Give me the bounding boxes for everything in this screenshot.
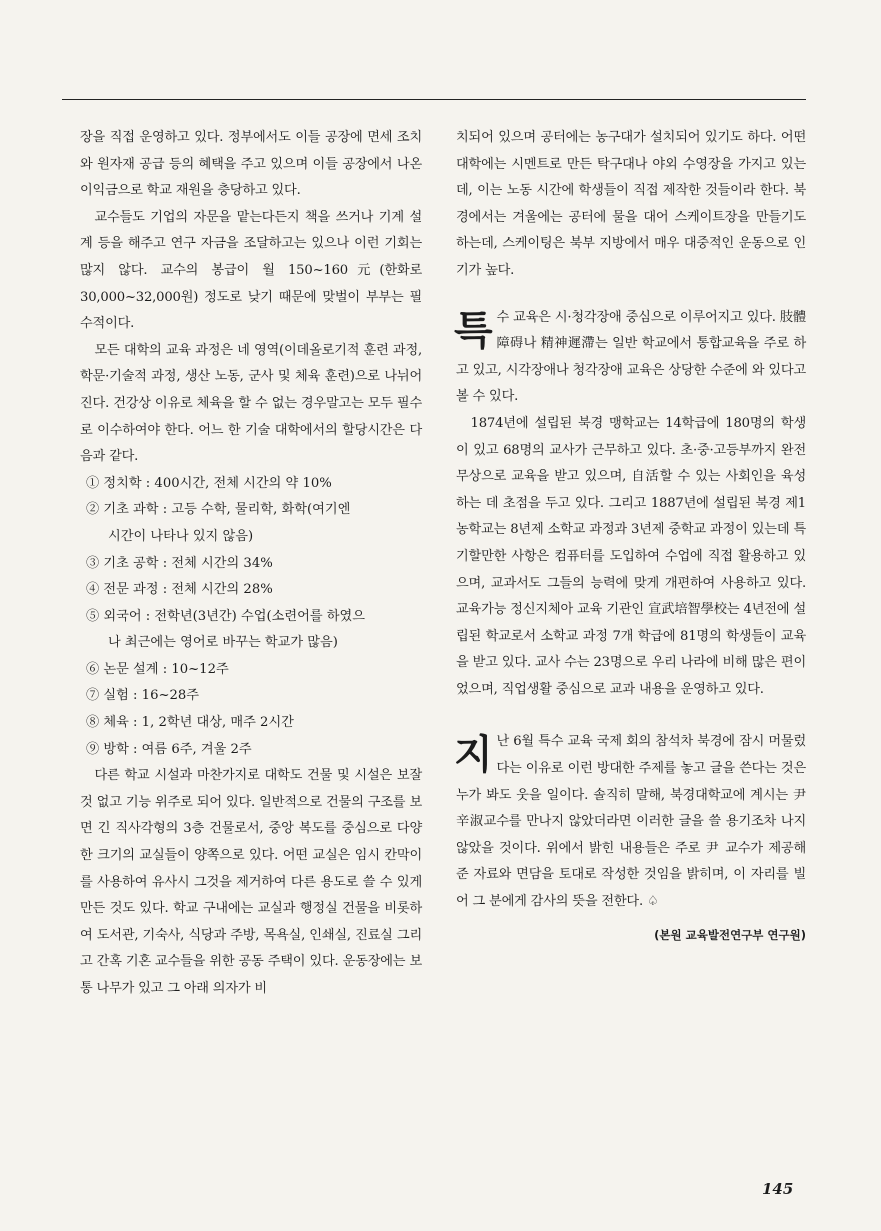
list-item-text: ⑥ 논문 설계 : 10~12주 [86, 661, 229, 677]
paragraph: 치되어 있으며 공터에는 농구대가 설치되어 있기도 하다. 어떤 대학에는 시멘트로 만든 탁구대나 야외 수영장을 가지고 있는데, 이는 노동 시간에 학생들이 직접 제작한 것들이라 한다. 북경에서는 겨울에는 공터에 물을 대어 스케이트장을 만들기도 하는데, 스케이팅은 북부 지방에서 매우 대중적인 운동으로 인기가 높다. [456, 130, 806, 278]
list-item [80, 657, 422, 684]
list-item-text: ⑨ 방학 : 여름 6주, 겨울 2주 [86, 741, 252, 757]
paragraph: 다른 학교 시설과 마찬가지로 대학도 건물 및 시설은 보잘것 없고 기능 위주로 되어 있다. 일반적으로 건물의 구조를 보면 긴 직사각형의 3층 건물로서, 중앙 복도를 중심으로 다양한 크기의 교실들이 양쪽으로 있다. 어떤 교실은 임시 칸막이를 사용하여 유사시 그것을 제거하여 다른 용도로 쓸 수 있게 만든 것도 있다. 학교 구내에는 교실과 행정실 건물을 비롯하여 도서관, 기숙사, 식당과 주방, 목욕실, 인쇄실, 진료실 그리고 간혹 기혼 교수들을 위한 공동 주택이 있다. 운동장에는 보통 나무가 있고 그 아래 의자가 비 [80, 768, 422, 996]
list-item-text: ① 정치학 : 400시간, 전체 시간의 약 10% [86, 475, 332, 491]
paragraph: 모든 대학의 교육 과정은 네 영역(이데올로기적 훈련 과정, 학문·기술적 과정, 생산 노동, 군사 및 체육 훈련)으로 나뉘어진다. 건강상 이유로 체육을 할 수 없는 경우말고는 모두 필수로 이수하여야 한다. 어느 한 기술 대학에서의 할당시간은 다음과 같다. [80, 342, 422, 465]
list-item-text: ⑤ 외국어 : 전학년(3년간) 수업(소련어를 하였으 [86, 608, 365, 624]
list-item [80, 551, 422, 578]
list-item-text: ③ 기초 공학 : 전체 시간의 34% [86, 555, 273, 571]
list-item [80, 710, 422, 737]
left-column [80, 125, 422, 1003]
list-item-continuation: 시간이 나타나 있지 않음) [108, 528, 254, 544]
drop-cap: 특 [454, 307, 493, 354]
drop-cap: 지 [454, 732, 493, 779]
header-rule [62, 99, 806, 100]
curriculum-list [80, 471, 422, 764]
paragraph-text: 수 교육은 시·청각장애 중심으로 이루어지고 있다. 肢體障碍나 精神遲滯는 일반 학교에서 통합교육을 주로 하고 있고, 시각장애나 청각장애 교육은 상당한 수준에 와 있다고 볼 수 있다. [456, 309, 806, 405]
list-item-text: ④ 전문 과정 : 전체 시간의 28% [86, 582, 273, 598]
right-column [456, 125, 806, 948]
paragraph-text: 난 6월 특수 교육 국제 회의 참석차 북경에 잠시 머물렀다는 이유로 이런 방대한 주제를 놓고 글을 쓴다는 것은 누가 봐도 웃을 일이다. 솔직히 말해, 북경대학교에 계시는 尹辛淑교수를 만나지 않았더라면 이러한 글을 쓸 용기조차 나지 않았을 것이다. 위에서 밝힌 내용들은 주로 尹 교수가 제공해 준 자료와 면담을 토대로 작성한 것임을 밝히며, 이 자리를 빌어 그 분에게 감사의 뜻을 전한다. ♤ [456, 734, 806, 910]
list-item-continuation: 나 최근에는 영어로 바꾸는 학교가 많음) [108, 635, 338, 651]
author-signature: (본원 교육발전연구부 연구원) [654, 927, 806, 942]
paragraph: 1874년에 설립된 북경 맹학교는 14학급에 180명의 학생이 있고 68명의 교사가 근무하고 있다. 초·중·고등부까지 완전 무상으로 교육을 받고 있으며, 自活할 수 있는 사회인을 육성하는 데 초점을 두고 있다. 그리고 1887년에 설립된 북경 제1농학교는 8년제 소학교 과정과 3년제 중학교 과정이 있는데 특기할만한 사항은 컴퓨터를 도입하여 수업에 직접 활용하고 있으며, 교과서도 그들의 능력에 맞게 개편하여 사용하고 있다. 교육가능 정신지체아 교육 기관인 宣武培智學校는 4년전에 설립된 학교로서 소학교 과정 7개 학급에 81명의 학생들이 교육을 받고 있다. 교사 수는 23명으로 우리 나라에 비해 많은 편이었으며, 직업생활 중심으로 교과 내용을 운영하고 있다. [456, 415, 806, 697]
list-item [80, 604, 422, 657]
list-item [80, 497, 422, 550]
paragraph: 교수들도 기업의 자문을 맡는다든지 책을 쓰거나 기계 설계 등을 해주고 연구 자금을 조달하고는 있으나 이런 기회는 많지 않다. 교수의 봉급이 월 150~160元(한화로 30,000~32,000원) 정도로 낮기 때문에 맞벌이 부부는 필수적이다. [80, 209, 422, 332]
page-number: 145 [762, 1180, 794, 1198]
list-item-text: ⑧ 체육 : 1, 2학년 대상, 매주 2시간 [86, 715, 294, 731]
list-item [80, 683, 422, 710]
paragraph: 장을 직접 운영하고 있다. 정부에서도 이들 공장에 면세 조치와 원자재 공급 등의 혜택을 주고 있으며 이들 공장에서 나온 이익금으로 학교 재원을 충당하고 있다. [80, 130, 422, 199]
list-item-text: ② 기초 과학 : 고등 수학, 물리학, 화학(여기엔 [86, 502, 351, 518]
list-item [80, 737, 422, 764]
section-paragraph [456, 729, 806, 915]
list-item [80, 577, 422, 604]
list-item [80, 471, 422, 498]
list-item-text: ⑦ 실험 : 16~28주 [86, 688, 200, 704]
section-paragraph [456, 305, 806, 411]
